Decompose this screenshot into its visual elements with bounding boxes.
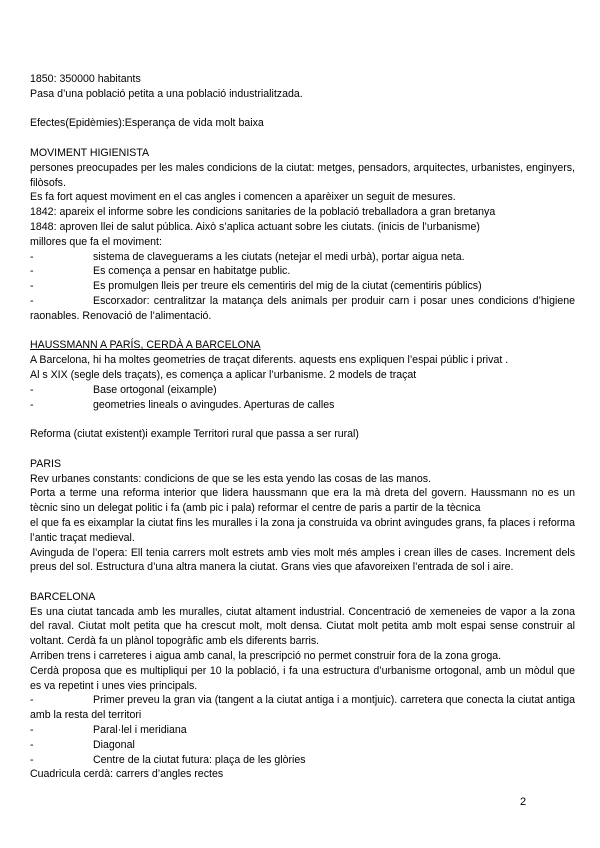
paragraph: A Barcelona, hi ha moltes geometries de traçat diferents. aquests ens expliquen l’espai públic i privat . [30, 354, 509, 367]
list-item: - Es promulgen lleis per treure els cementiris del mig de la ciutat (cementiris públics) [30, 280, 482, 293]
intro-line-2: Pasa d’una població petita a una població industrialitzada. [30, 87, 303, 100]
list-item: - Diagonal [30, 738, 135, 751]
paragraph: Rev urbanes constants: condicions de que se les esta yendo las cosas de las manos. [30, 472, 432, 485]
list-item: - Es comença a pensar en habitatge public. [30, 265, 291, 278]
list-item: - Escorxador: centralitzar la matança dels animals per produir carn i posar unes condicions d’higiene raonables. Renovació de l’alimentació. [30, 294, 575, 322]
list-item: - Paral·lel i meridiana [30, 724, 187, 737]
intro-line-1: 1850: 350000 habitants [30, 73, 141, 85]
bullet-dash: - [30, 294, 34, 307]
paragraph: Es una ciutat tancada amb les muralles, ciutat altament industrial. Concentració de xemeneies de vapor a la zona del raval. Ciutat molt petita que ha crescut molt, molt densa. Ciutat molt petita amb molt espai sense construir al voltant. Cerdà fa un plànol topogràfic amb els diferents barris. [30, 605, 575, 648]
paragraph: persones preocupades per les males condicions de la ciutat: metges, pensadors, arquitectes, urbanistes, enginyers, filòsofs. [30, 161, 575, 189]
paragraph: 1848: aproven llei de salut pública. Això s’aplica actuant sobre les ciutats. (inicis de l’urbanisme) [30, 220, 480, 233]
list-item: - sistema de claveguerams a les ciutats (netejar el medi urbà), portar aigua neta. [30, 250, 465, 263]
paragraph: Avinguda de l’opera: Ell tenia carrers molt estrets amb vies molt més amples i crean illes de cases. Increment dels preus del sol. Estructura d’una altra manera la ciutat. Grans vies que afavoreixen l’entrada de sol i aire. [30, 546, 575, 574]
bullet-dash: - [30, 738, 34, 751]
bullet-dash: - [30, 265, 34, 278]
section-heading-higienista: MOVIMENT HIGIENISTA [30, 146, 150, 159]
bullet-dash: - [30, 724, 34, 737]
list-item: - Primer preveu la gran via (tangent a la ciutat antiga i a montjuic). carretera que conecta la ciutat antiga amb la resta del territori [30, 694, 575, 722]
page-number: 2 [520, 796, 527, 808]
intro-line-3: Efectes(Epidèmies):Esperança de vida molt baixa [30, 117, 264, 130]
bullet-dash: - [30, 383, 34, 396]
paragraph: millores que fa el moviment: [30, 235, 162, 248]
bullet-dash: - [30, 250, 34, 263]
bullet-dash: - [30, 280, 34, 293]
paragraph: 1842: apareix el informe sobre les condicions sanitaries de la població treballadora a gran bretanya [30, 206, 496, 219]
paragraph: el que fa es eixamplar la ciutat fins les muralles i la zona ja construida va obrint avingudes grans, fa places i reforma l’antic traçat medieval. [30, 516, 575, 544]
section-heading-barcelona: BARCELONA [30, 590, 96, 603]
paragraph: Cuadricula cerdà: carrers d’angles rectes [30, 768, 224, 781]
paragraph: Reforma (ciutat existent)i example Territori rural que passa a ser rural) [30, 428, 359, 441]
list-item: - Centre de la ciutat futura: plaça de les glòries [30, 753, 306, 766]
list-item: - Base ortogonal (eixample) [30, 383, 217, 396]
bullet-dash: - [30, 694, 34, 707]
document-page [30, 72, 575, 782]
bullet-dash: - [30, 753, 34, 766]
section-heading-paris: PARIS [30, 457, 62, 470]
bullet-dash: - [30, 398, 34, 411]
paragraph: Arriben trens i carreteres i aigua amb canal, la prescripció no permet construir fora de la zona groga. [30, 650, 502, 663]
paragraph: Al s XIX (segle dels traçats), es comença a aplicar l’urbanisme. 2 models de traçat [30, 368, 417, 381]
list-item: - geometries lineals o avingudes. Aperturas de calles [30, 398, 335, 411]
paragraph: Cerdà proposa que es multipliqui per 10 la població, i fa una estructura d’urbanisme ortogonal, amb un mòdul que es va repetint i unes vies principals. [30, 664, 575, 692]
paragraph: Porta a terme una reforma interior que lidera haussmann que era la mà dreta del govern. Haussmann no es un tècnic sino un delegat politic i fa (amb pic i pala) reformar el centre de paris a partir de la tècnica [30, 487, 575, 515]
section-heading-haussmann: HAUSSMANN A PARÍS, CERDÀ A BARCELONA [30, 339, 261, 352]
paragraph: Es fa fort aquest moviment en el cas angles i comencen a aparèixer un seguit de mesures. [30, 191, 456, 204]
